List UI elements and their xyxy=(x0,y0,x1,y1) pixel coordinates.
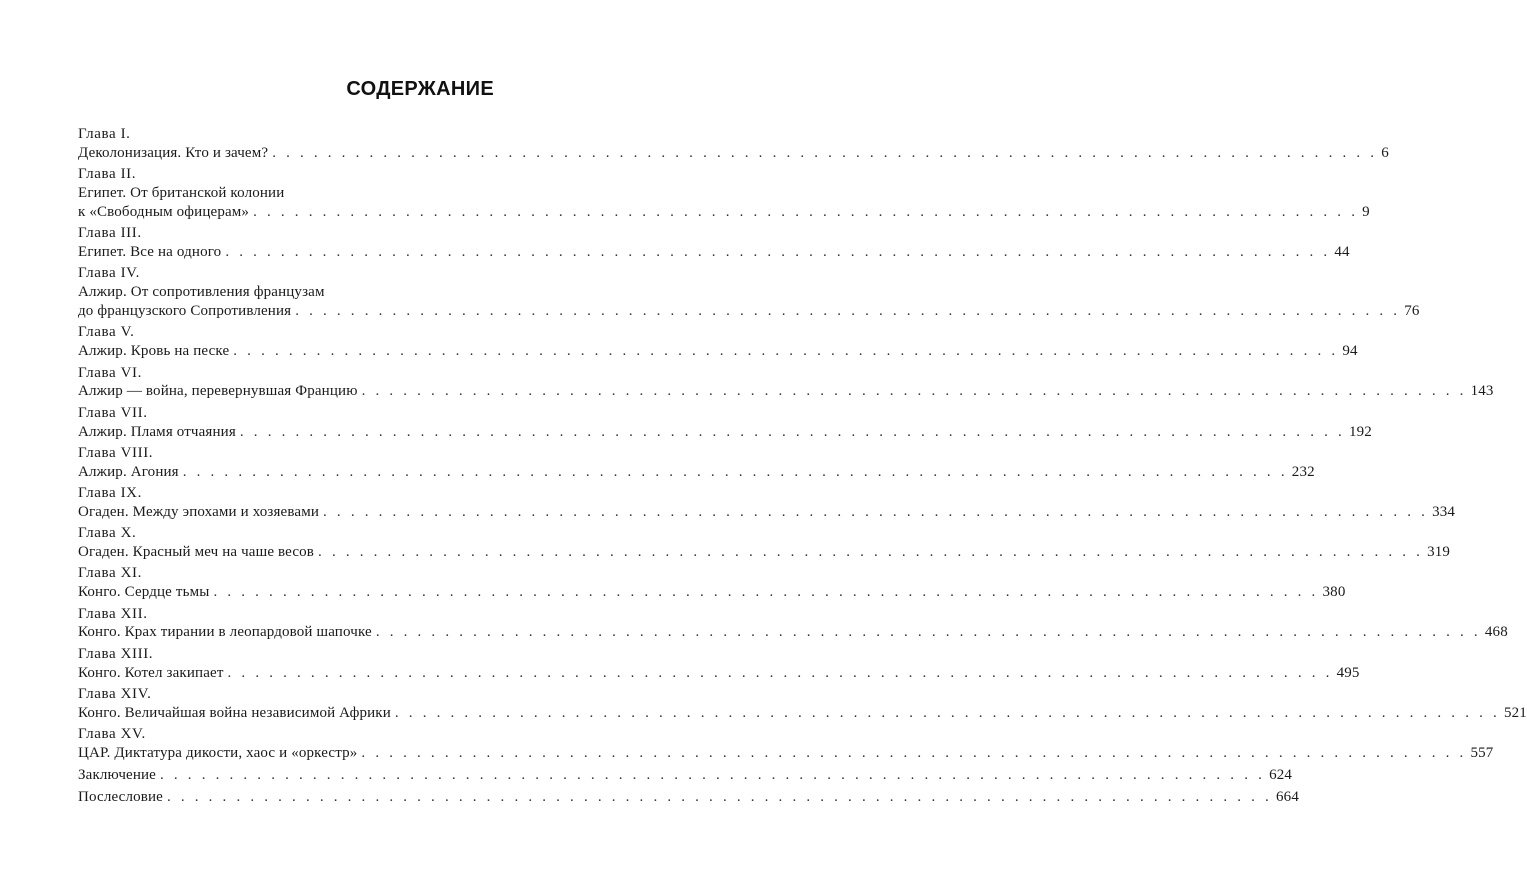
page-number: 319 xyxy=(1427,544,1451,561)
dot-leader: . . . . . . . . . . . . . . . . . . . . . . . . . . . . . . . . . . . . . . . . . . . . . . . . . . . . . . . . . . . . . . . . . . . . . . . . . . . . . . . . xyxy=(233,343,1339,360)
page-number: 94 xyxy=(1342,343,1358,360)
toc-row xyxy=(78,766,1293,785)
dot-leader: . . . . . . . . . . . . . . . . . . . . . . . . . . . . . . . . . . . . . . . . . . . . . . . . . . . . . . . . . . . . . . . . . . . . . . . . . . . . . . . . xyxy=(182,463,1288,480)
page-number: 521 xyxy=(1503,704,1527,721)
chapter-title: Египет. Все на одного xyxy=(78,243,222,260)
dot-leader: . . . . . . . . . . . . . . . . . . . . . . . . . . . . . . . . . . . . . . . . . . . . . . . . . . . . . . . . . . . . . . . . . . . . . . . . . . . . . . . . xyxy=(295,302,1401,319)
toc-entry xyxy=(78,564,1346,602)
toc-entry xyxy=(78,788,1299,807)
toc-row xyxy=(78,302,1420,321)
toc-row xyxy=(78,463,1315,482)
page-number: 192 xyxy=(1348,423,1372,440)
toc-entry xyxy=(78,605,1508,643)
page-number: 6 xyxy=(1381,144,1389,161)
toc-row xyxy=(78,203,1370,222)
toc-entry xyxy=(78,645,1360,683)
chapter-title: Заключение xyxy=(78,766,156,783)
toc-entry xyxy=(78,264,1420,320)
chapter-title: до французского Сопротивления xyxy=(78,302,292,319)
page-number: 624 xyxy=(1269,766,1293,783)
dot-leader: . . . . . . . . . . . . . . . . . . . . . . . . . . . . . . . . . . . . . . . . . . . . . . . . . . . . . . . . . . . . . . . . . . . . . . . . . . . . . . . . xyxy=(361,745,1467,762)
chapter-label: Глава VI. xyxy=(78,364,142,381)
page-number: 232 xyxy=(1291,463,1315,480)
chapter-label: Глава XI. xyxy=(78,565,142,582)
dot-leader: . . . . . . . . . . . . . . . . . . . . . . . . . . . . . . . . . . . . . . . . . . . . . . . . . . . . . . . . . . . . . . . . . . . . . . . . . . . . . . . . xyxy=(225,243,1331,260)
chapter-title: Алжир. Кровь на песке xyxy=(78,343,230,360)
chapter-title: Огаден. Красный меч на чаше весов xyxy=(78,544,315,561)
dot-leader: . . . . . . . . . . . . . . . . . . . . . . . . . . . . . . . . . . . . . . . . . . . . . . . . . . . . . . . . . . . . . . . . . . . . . . . . . . . . . . . . xyxy=(227,664,1333,681)
chapter-label: Глава III. xyxy=(78,225,142,242)
dot-leader: . . . . . . . . . . . . . . . . . . . . . . . . . . . . . . . . . . . . . . . . . . . . . . . . . . . . . . . . . . . . . . . . . . . . . . . . . . . . . . . . xyxy=(318,544,1424,561)
toc-row xyxy=(78,243,1350,262)
chapter-title: Алжир. Агония xyxy=(78,463,179,480)
chapter-label: Глава X. xyxy=(78,525,137,542)
chapter-label: Глава I. xyxy=(78,126,131,142)
toc-entry xyxy=(78,404,1372,442)
page-number: 9 xyxy=(1362,203,1370,220)
toc-row xyxy=(78,704,1527,723)
toc-row xyxy=(78,623,1508,642)
dot-leader: . . . . . . . . . . . . . . . . . . . . . . . . . . . . . . . . . . . . . . . . . . . . . . . . . . . . . . . . . . . . . . . . . . . . . . . . . . . . . . . . xyxy=(213,584,1319,601)
chapter-label: Глава XII. xyxy=(78,605,148,622)
dot-leader: . . . . . . . . . . . . . . . . . . . . . . . . . . . . . . . . . . . . . . . . . . . . . . . . . . . . . . . . . . . . . . . . . . . . . . . . . . . . . . . . xyxy=(239,423,1345,440)
chapter-title: Алжир — война, перевернувшая Францию xyxy=(78,383,358,400)
chapter-label: Глава IX. xyxy=(78,485,142,502)
dot-leader: . . . . . . . . . . . . . . . . . . . . . . . . . . . . . . . . . . . . . . . . . . . . . . . . . . . . . . . . . . . . . . . . . . . . . . . . . . . . . . . . xyxy=(361,383,1467,400)
chapter-label: Глава V. xyxy=(78,324,135,341)
toc-row xyxy=(78,583,1346,602)
toc-entry xyxy=(78,165,1370,221)
chapter-title-line: Алжир. От сопротивления французам xyxy=(78,284,325,301)
page-number: 380 xyxy=(1322,584,1346,601)
chapter-label: Глава XV. xyxy=(78,726,146,743)
toc-row xyxy=(78,144,1389,163)
chapter-title: Алжир. Пламя отчаяния xyxy=(78,423,236,440)
toc-row xyxy=(78,744,1494,763)
chapter-label: Глава II. xyxy=(78,166,137,183)
toc-entry xyxy=(78,364,1494,402)
page-number: 76 xyxy=(1404,302,1420,319)
dot-leader: . . . . . . . . . . . . . . . . . . . . . . . . . . . . . . . . . . . . . . . . . . . . . . . . . . . . . . . . . . . . . . . . . . . . . . . . . . . . . . . . xyxy=(323,503,1429,520)
chapter-title-line: Египет. От британской колонии xyxy=(78,184,285,201)
chapter-title: Огаден. Между эпохами и хозяевами xyxy=(78,503,320,520)
toc-row xyxy=(78,342,1358,361)
dot-leader: . . . . . . . . . . . . . . . . . . . . . . . . . . . . . . . . . . . . . . . . . . . . . . . . . . . . . . . . . . . . . . . . . . . . . . . . . . . . . . . . xyxy=(272,144,1378,161)
page-number: 44 xyxy=(1334,243,1350,260)
dot-leader: . . . . . . . . . . . . . . . . . . . . . . . . . . . . . . . . . . . . . . . . . . . . . . . . . . . . . . . . . . . . . . . . . . . . . . . . . . . . . . . . xyxy=(160,766,1266,783)
chapter-title: Конго. Величайшая война независимой Африки xyxy=(78,704,391,721)
toc-row xyxy=(78,543,1451,562)
page-number: 468 xyxy=(1484,624,1508,641)
toc-entry xyxy=(78,766,1293,785)
toc-row xyxy=(78,664,1360,683)
toc-entry xyxy=(78,224,1350,262)
toc-entry xyxy=(78,125,1389,163)
chapter-title: ЦАР. Диктатура дикости, хаос и «оркестр» xyxy=(78,745,358,762)
chapter-label: Глава VIII. xyxy=(78,444,154,461)
chapter-title: Деколонизация. Кто и зачем? xyxy=(78,144,269,161)
chapter-label: Глава VII. xyxy=(78,404,148,421)
table-of-contents xyxy=(78,125,1527,809)
page-number: 334 xyxy=(1432,503,1456,520)
toc-entry xyxy=(78,444,1315,482)
chapter-label: Глава XIV. xyxy=(78,686,152,703)
toc-entry xyxy=(78,725,1494,763)
dot-leader: . . . . . . . . . . . . . . . . . . . . . . . . . . . . . . . . . . . . . . . . . . . . . . . . . . . . . . . . . . . . . . . . . . . . . . . . . . . . . . . . xyxy=(394,704,1500,721)
chapter-title: Конго. Сердце тьмы xyxy=(78,584,210,601)
dot-leader: . . . . . . . . . . . . . . . . . . . . . . . . . . . . . . . . . . . . . . . . . . . . . . . . . . . . . . . . . . . . . . . . . . . . . . . . . . . . . . . . xyxy=(253,203,1359,220)
page-number: 143 xyxy=(1470,383,1494,400)
chapter-title: Конго. Крах тирании в леопардовой шапочке xyxy=(78,624,372,641)
chapter-label: Глава IV. xyxy=(78,265,141,282)
toc-row xyxy=(78,503,1456,522)
toc-row xyxy=(78,382,1494,401)
chapter-title: Послесловие xyxy=(78,788,163,805)
chapter-title: к «Свободным офицерам» xyxy=(78,203,250,220)
toc-entry xyxy=(78,323,1358,361)
toc-entry xyxy=(78,524,1451,562)
toc-row xyxy=(78,788,1299,807)
toc-title: СОДЕРЖАНИЕ xyxy=(346,78,494,100)
toc-entry xyxy=(78,685,1527,723)
chapter-title: Конго. Котел закипает xyxy=(78,664,224,681)
page-number: 557 xyxy=(1470,745,1494,762)
toc-row xyxy=(78,423,1372,442)
chapter-label: Глава XIII. xyxy=(78,645,154,662)
page-number: 495 xyxy=(1336,664,1360,681)
toc-entry xyxy=(78,484,1456,522)
dot-leader: . . . . . . . . . . . . . . . . . . . . . . . . . . . . . . . . . . . . . . . . . . . . . . . . . . . . . . . . . . . . . . . . . . . . . . . . . . . . . . . . xyxy=(375,624,1481,641)
dot-leader: . . . . . . . . . . . . . . . . . . . . . . . . . . . . . . . . . . . . . . . . . . . . . . . . . . . . . . . . . . . . . . . . . . . . . . . . . . . . . . . . xyxy=(166,788,1273,805)
page-number: 664 xyxy=(1276,788,1299,805)
